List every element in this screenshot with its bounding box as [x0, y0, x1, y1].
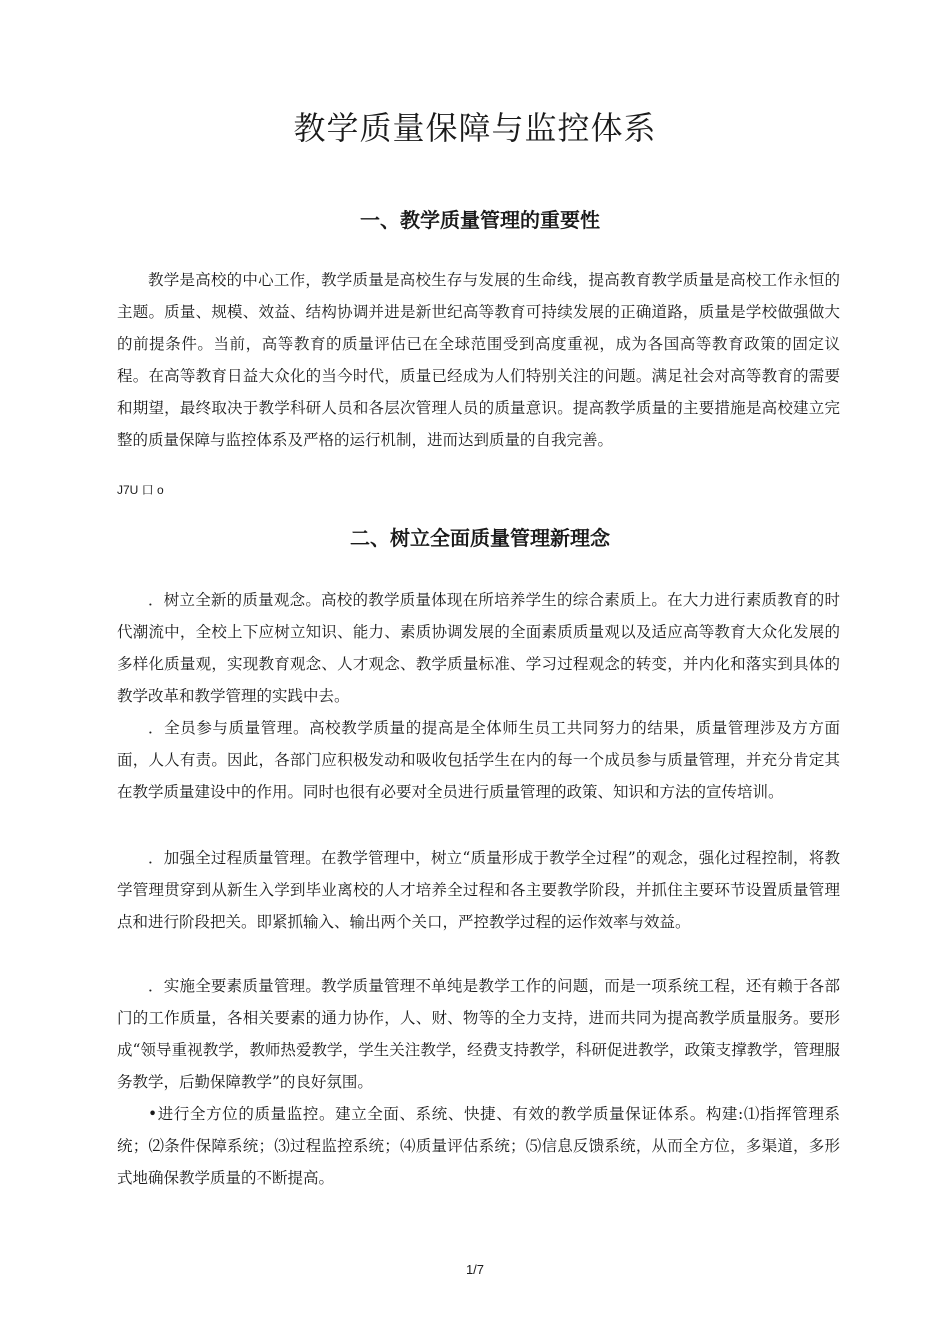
stray-ocr-text: J7U 口 o: [117, 483, 164, 497]
section-heading-importance: 一、教学质量管理的重要性: [360, 208, 600, 232]
section-paragraph-importance: 教学是高校的中心工作，教学质量是高校生存与发展的生命线，提高教育教学质量是高校工作永恒的主题。质量、规模、效益、结构协调并进是新世纪高等教育可持续发展的正确道路，质量是学校做强做大的前提条件。当前，高等教育的质量评估已在全球范围受到高度重视，成为各国高等教育政策的固定议程。在高等教育日益大众化的当今时代，质量已经成为人们特别关注的问题。满足社会对高等教育的需要和期望，最终取决于教学科研人员和各层次管理人员的质量意识。提高教学质量的主要措施是高校建立完整的质量保障与监控体系及严格的运行机制，进而达到质量的自我完善。: [117, 271, 840, 449]
section-heading-new-concept: 二、树立全面质量管理新理念: [350, 526, 610, 550]
document-title: 教学质量保障与监控体系: [293, 109, 657, 147]
paragraph-quality-concept: ．树立全新的质量观念。高校的教学质量体现在所培养学生的综合素质上。在大力进行素质教育的时代潮流中，全校上下应树立知识、能力、素质协调发展的全面素质质量观以及适应高等教育大众化发展的多样化质量观，实现教育观念、人才观念、教学质量标准、学习过程观念的转变，并内化和落实到具体的教学改革和教学管理的实践中去。: [117, 591, 840, 705]
paragraph-all-elements: ．实施全要素质量管理。教学质量管理不单纯是教学工作的问题，而是一项系统工程，还有赖于各部门的工作质量，各相关要素的通力协作，人、财、物等的全力支持，进而共同为提高教学质量服务。要形成“领导重视教学，教师热爱教学，学生关注教学，经费支持教学，科研促进教学，政策支撑教学，管理服务教学，后勤保障教学”的良好氛围。: [117, 977, 840, 1091]
paragraph-all-round-monitoring: •进行全方位的质量监控。建立全面、系统、快捷、有效的教学质量保证体系。构建:⑴指挥管理系统；⑵条件保障系统；⑶过程监控系统；⑷质量评估系统；⑸信息反馈系统，从而全方位，多渠道，多形式地确保教学质量的不断提高。: [117, 1105, 840, 1187]
paragraph-full-participation: ．全员参与质量管理。高校教学质量的提高是全体师生员工共同努力的结果，质量管理涉及方方面面，人人有责。因此，各部门应积极发动和吸收包括学生在内的每一个成员参与质量管理，并充分肯定其在教学质量建设中的作用。同时也很有必要对全员进行质量管理的政策、知识和方法的宣传培训。: [117, 719, 840, 801]
page-number: 1/7: [465, 1262, 485, 1277]
paragraph-whole-process: ．加强全过程质量管理。在教学管理中，树立“质量形成于教学全过程”的观念，强化过程控制，将教学管理贯穿到从新生入学到毕业离校的人才培养全过程和各主要教学阶段，并抓住主要环节设置质量管理点和进行阶段把关。即紧抓输入、输出两个关口，严控教学过程的运作效率与效益。: [117, 849, 840, 931]
